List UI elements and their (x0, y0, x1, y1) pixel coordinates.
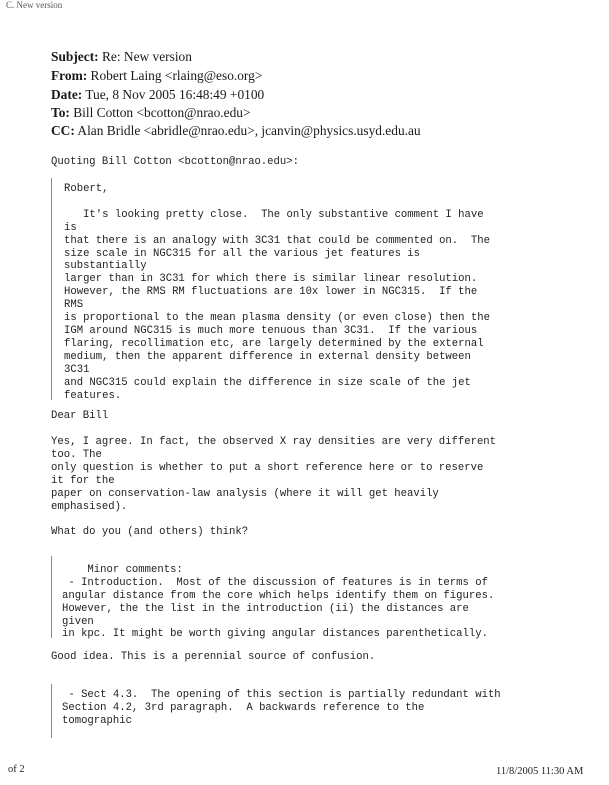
from-label: From: (51, 68, 88, 83)
text-line: IGM around NGC315 is much more tenuous than 3C31. If the various (64, 324, 478, 337)
cc-line (51, 122, 421, 139)
to-value: Bill Cotton <bcotton@nrao.edu> (69, 105, 251, 120)
date-line (51, 86, 264, 103)
quoting-suffix: >: (286, 156, 299, 168)
reply-greeting: Dear Bill (51, 410, 109, 422)
text-line: However, the RMS RM fluctuations are 10x lower in NGC315. If the (64, 286, 478, 299)
text-line: RMS (64, 299, 84, 312)
text-line: It's looking pretty close. The only substantive comment I have (64, 208, 484, 221)
quoted-block-3 (62, 689, 501, 728)
date-label: Date: (51, 87, 83, 102)
text-line: However, the the list in the introduction (ii) the distances are (62, 602, 469, 615)
text-line: angular distance from the core which helps identify them on figures. (62, 589, 495, 602)
date-value: Tue, 8 Nov 2005 16:48:49 +0100 (82, 87, 265, 102)
text-line: it for the (51, 474, 115, 487)
text-line: and NGC315 could explain the difference in size scale of the jet (64, 376, 471, 389)
text-line: paper on conservation-law analysis (where it will get heavily (51, 487, 439, 500)
text-line: given (62, 615, 94, 628)
page-header-tag: C. New version (6, 0, 63, 10)
quoting-email-link[interactable]: bcotton@nrao.edu (184, 156, 287, 168)
cc-value: Alan Bridle <abridle@nrao.edu>, jcanvin@physics.usyd.edu.au (74, 123, 421, 138)
text-line: Robert, (64, 183, 109, 195)
quote-bar-3 (51, 684, 52, 738)
text-line: What do you (and others) think? (51, 526, 249, 539)
quoting-line (51, 156, 299, 169)
text-line: tomographic (62, 714, 132, 727)
text-line: flaring, recollimation etc, are largely determined by the external (64, 337, 484, 350)
text-line: that there is an analogy with 3C31 that could be commented on. The (64, 234, 490, 247)
text-line: features. (64, 389, 122, 402)
text-line: is (64, 221, 77, 234)
text-line: Yes, I agree. In fact, the observed X ray densities are very different (51, 436, 497, 448)
text-line: medium, then the apparent difference in external density between (64, 350, 471, 363)
to-line (51, 104, 251, 121)
quote-bar-1 (51, 178, 52, 400)
text-line: - Sect 4.3. The opening of this section is partially redundant with (62, 689, 501, 701)
text-line: too. The (51, 448, 102, 461)
subject-value: Re: New version (98, 49, 192, 64)
text-line: substantially (64, 260, 147, 273)
text-line (51, 513, 496, 526)
text-line: 3C31 (64, 363, 90, 376)
text-line: emphasised). (51, 500, 128, 513)
reply-block-1 (51, 436, 496, 539)
subject-label: Subject: (51, 49, 99, 64)
print-timestamp: 11/8/2005 11:30 AM (496, 766, 584, 777)
quoting-prefix: Quoting Bill Cotton < (51, 156, 185, 168)
text-line: - Introduction. Most of the discussion of features is in terms of (62, 576, 488, 589)
page-count: of 2 (8, 764, 25, 775)
quoted-block-2 (62, 551, 494, 641)
reply-block-2: Good idea. This is a perennial source of confusion. (51, 651, 376, 663)
cc-label: CC: (51, 123, 75, 138)
text-line: Section 4.2, 3rd paragraph. A backwards reference to the (62, 701, 425, 714)
text-line: Minor comments: (62, 563, 183, 576)
from-line (51, 67, 262, 84)
text-line: only question is whether to put a short reference here or to reserve (51, 461, 484, 474)
quoted-block-1 (64, 183, 490, 402)
text-line (62, 551, 494, 564)
to-label: To: (51, 105, 70, 120)
text-line: in kpc. It might be worth giving angular distances parenthetically. (62, 628, 488, 641)
subject-line (51, 48, 192, 65)
text-line: size scale in NGC315 for all the various jet features is (64, 247, 421, 260)
text-line: larger than in 3C31 for which there is similar linear resolution. (64, 273, 478, 286)
from-value: Robert Laing <rlaing@eso.org> (87, 68, 263, 83)
quote-bar-2 (51, 556, 52, 638)
text-line (64, 196, 490, 209)
text-line: is proportional to the mean plasma density (or even close) then the (64, 312, 490, 325)
